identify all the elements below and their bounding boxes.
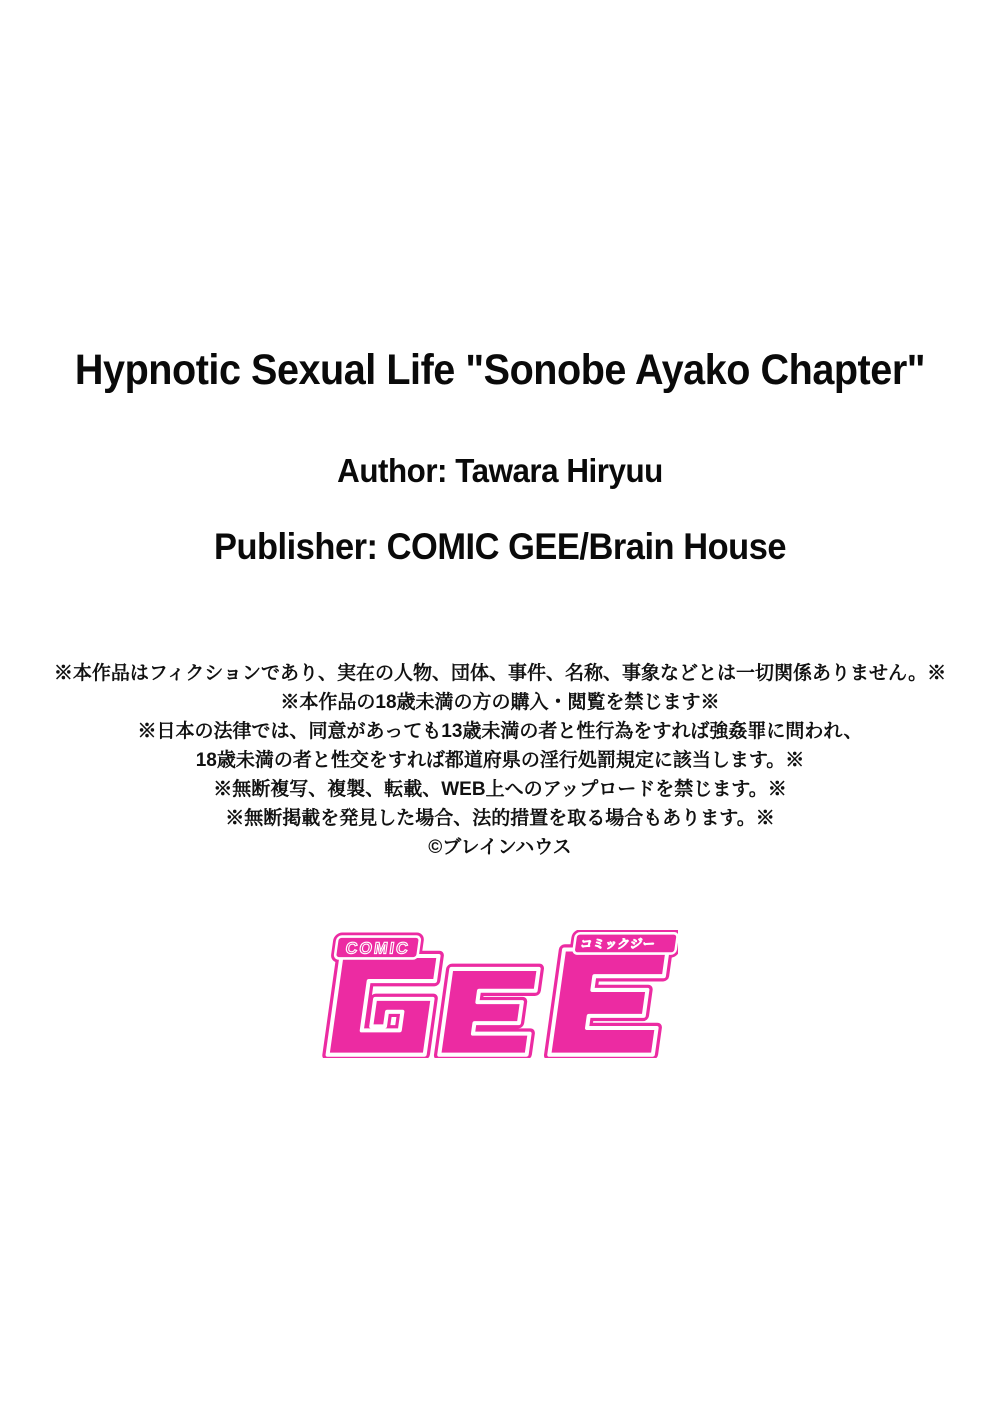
disclaimer-line: ※本作品の18歳未満の方の購入・閲覧を禁じます※: [280, 692, 720, 713]
author-line: Author: Tawara Hiryuu: [337, 452, 663, 489]
disclaimer-line: ※無断複写、複製、転載、WEB上へのアップロードを禁じます。※: [213, 779, 787, 800]
disclaimer-line: ※日本の法律では、同意があっても13歳未満の者と性行為をすれば強姦罪に問われ、: [137, 721, 863, 742]
copyright-line: ©ブレインハウス: [428, 837, 572, 858]
katakana-label: コミックジー: [579, 936, 657, 951]
comic-gee-logo: [322, 930, 678, 1058]
disclaimer-line: 18歳未満の者と性交をすれば都道府県の淫行処罰規定に該当します。※: [195, 750, 805, 771]
disclaimer-line: ※無断掲載を発見した場合、法的措置を取る場合もあります。※: [225, 808, 775, 829]
comic-gee-logo-graphic: [322, 930, 678, 1058]
publisher-line: Publisher: COMIC GEE/Brain House: [213, 526, 787, 567]
comic-label: COMIC: [344, 939, 412, 958]
disclaimer-block: [0, 659, 1000, 862]
page-title: Hypnotic Sexual Life "Sonobe Ayako Chapter": [74, 346, 926, 394]
disclaimer-line: ※本作品はフィクションであり、実在の人物、団体、事件、名称、事象などとは一切関係ありません。※: [53, 663, 947, 684]
letter-g: [328, 956, 439, 1055]
